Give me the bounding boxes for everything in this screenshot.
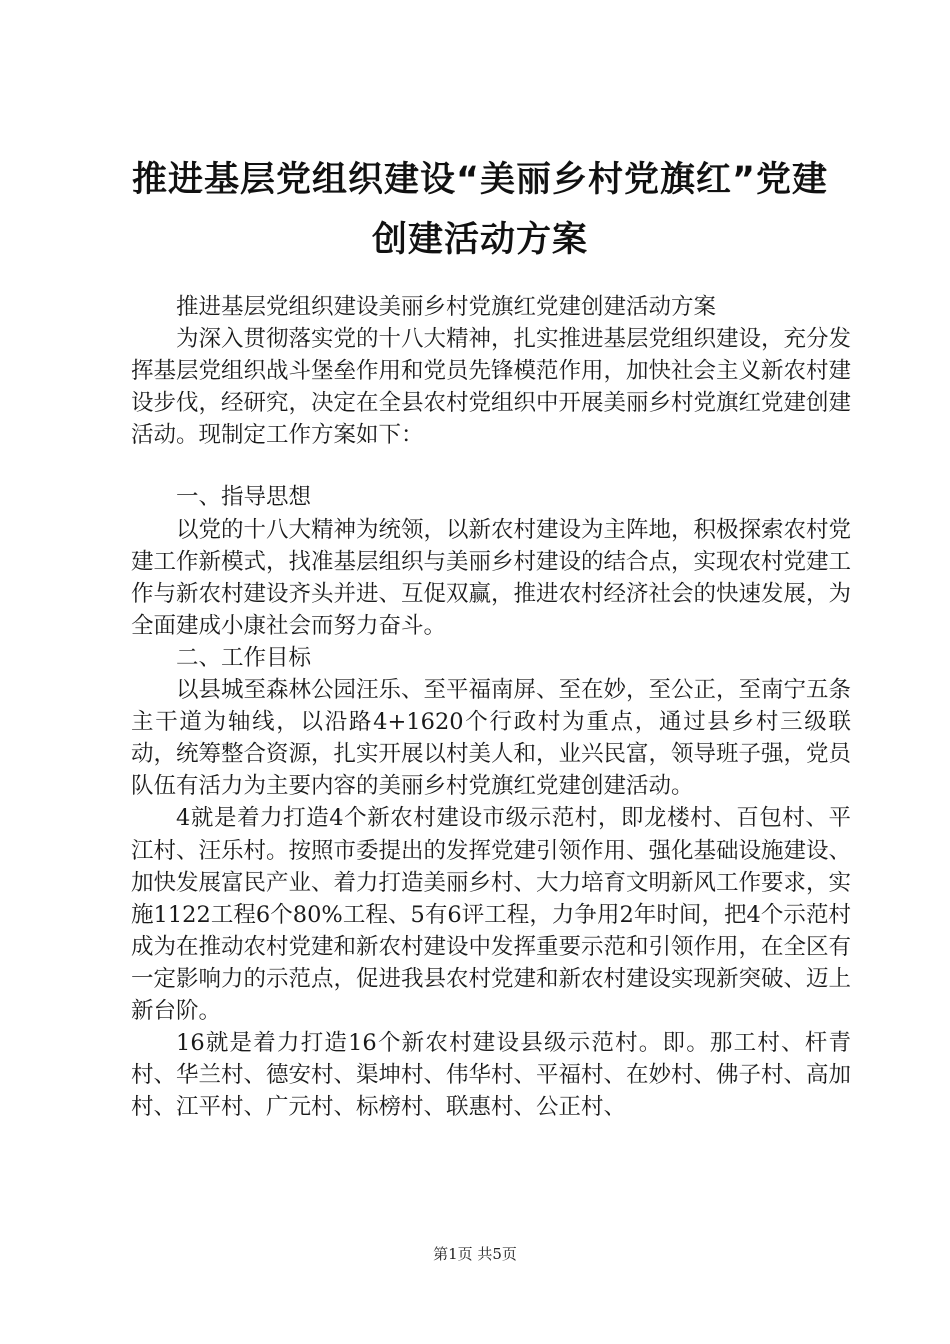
document-body: [131, 291, 851, 1123]
body-paragraph-county-demo-villages: 16就是着力打造16个新农村建设县级示范村。即。那工村、杆青村、华兰村、德安村、渠坤村、伟华村、平福村、在妙村、佛子村、高加村、江平村、广元村、标榜村、联惠村、公正村、: [131, 1030, 852, 1121]
document-title-line-1: 推进基层党组织建设“美丽乡村党旗红”党建: [131, 160, 828, 200]
body-paragraph-work-goals: 以县城至森林公园汪乐、至平福南屏、至在妙，至公正，至南宁五条主干道为轴线，以沿路4+1620个行政村为重点，通过县乡村三级联动，统筹整合资源，扎实开展以村美人和，业兴民富，领导班子强，党员队伍有活力为主要内容的美丽乡村党旗红党建创建活动。: [131, 677, 852, 800]
section-heading-work-goals: 二、工作目标: [176, 644, 312, 671]
body-paragraph-guiding-thought: 以党的十八大精神为统领，以新农村建设为主阵地，积极探索农村党建工作新模式，找准基层组织与美丽乡村建设的结合点，实现农村党建工作与新农村建设齐头并进、互促双赢，推进农村经济社会的快速发展，为全面建成小康社会而努力奋斗。: [131, 516, 852, 639]
body-paragraph-intro: 为深入贯彻落实党的十八大精神，扎实推进基层党组织建设，充分发挥基层党组织战斗堡垒作用和党员先锋模范作用，加快社会主义新农村建设步伐，经研究，决定在全县农村党组织中开展美丽乡村党旗红党建创建活动。现制定工作方案如下：: [131, 326, 852, 449]
page-footer: 第1页 共5页: [433, 1245, 517, 1263]
body-paragraph-subtitle: 推进基层党组织建设美丽乡村党旗红党建创建活动方案: [176, 294, 717, 320]
body-paragraph-city-demo-villages: 4就是着力打造4个新农村建设市级示范村，即龙楼村、百包村、平江村、汪乐村。按照市委提出的发挥党建引领作用、强化基础设施建设、加快发展富民产业、着力打造美丽乡村、大力培育文明新风工作要求，实施1122工程6个80%工程、5有6评工程，力争用2年时间，把4个示范村成为在推动农村党建和新农村建设中发挥重要示范和引领作用，在全区有一定影响力的示范点，促进我县农村党建和新农村建设实现新突破、迈上新台阶。: [131, 805, 852, 1024]
section-heading-guiding-thought: 一、指导思想: [176, 484, 312, 511]
document-title-line-2: 创建活动方案: [371, 220, 588, 260]
